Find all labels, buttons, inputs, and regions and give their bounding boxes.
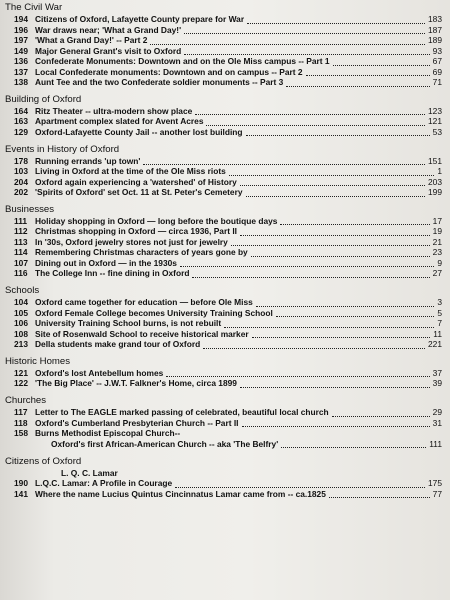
chapter-number: 103: [14, 166, 28, 177]
dot-leader: [180, 266, 434, 267]
page-number: 31: [432, 417, 442, 428]
toc-entry: [5, 368, 442, 379]
toc-entry: [5, 226, 442, 237]
chapter-number: 190: [14, 478, 28, 489]
page-number: 5: [437, 307, 442, 318]
dot-leader: [150, 44, 425, 45]
chapter-title: Letter to The EAGLE marked passing of celebrated, beautiful local church: [35, 407, 329, 418]
chapter-number: 112: [14, 226, 28, 237]
chapter-number: 117: [14, 407, 28, 418]
chapter-title: Holiday shopping in Oxford — long before the boutique days: [35, 215, 278, 226]
chapter-title: University Training School burns, is not rebuilt: [35, 318, 222, 329]
chapter-number: 129: [14, 126, 28, 137]
chapter-title: Running errands 'up town': [35, 155, 141, 166]
dot-leader: [229, 175, 434, 176]
page-number: 69: [432, 66, 442, 77]
chapter-number: 104: [14, 297, 28, 308]
chapter-title: War draws near; 'What a Grand Day!': [35, 24, 182, 35]
chapter-number: 122: [14, 378, 28, 389]
page-number: 151: [428, 155, 442, 166]
section-heading: Events in History of Oxford: [5, 143, 120, 155]
chapter-number: 194: [14, 14, 28, 24]
chapter-title: In '30s, Oxford jewelry stores not just for jewelry: [35, 236, 228, 247]
chapter-number: 108: [14, 328, 28, 339]
chapter-number: 114: [14, 247, 28, 258]
page-number: 1: [437, 166, 442, 177]
page-number: 67: [432, 56, 442, 66]
dot-leader: [252, 337, 430, 338]
dot-leader: [240, 387, 430, 388]
toc-entry: [5, 297, 442, 308]
page-number: 9: [437, 257, 442, 268]
dot-leader: [247, 23, 425, 24]
chapter-number: 111: [14, 215, 28, 226]
section-heading: Building of Oxford: [5, 93, 82, 105]
dot-leader: [143, 164, 425, 165]
chapter-title: 'Spirits of Oxford' set Oct. 11 at St. Peter's Cemetery: [35, 187, 243, 198]
toc-entry: [5, 329, 442, 340]
section-heading: Historic Homes: [5, 355, 71, 367]
page-number: 3: [437, 297, 442, 308]
toc-entry: [5, 428, 442, 439]
toc-entry: [5, 318, 442, 329]
chapter-title: Remembering Christmas characters of years gone by: [35, 247, 248, 258]
page-number: 111: [429, 438, 442, 449]
section-heading: Schools: [5, 285, 40, 297]
page-number: 39: [432, 378, 442, 389]
chapter-number: 158: [14, 428, 28, 439]
dot-leader: [332, 416, 430, 417]
chapter-title: Burns Methodist Episcopal Church--: [35, 428, 181, 439]
toc-entry: [5, 46, 442, 57]
chapter-number: 164: [14, 105, 28, 116]
dot-leader: [251, 256, 430, 257]
toc-entry: [5, 308, 442, 319]
chapter-title: Oxford again experiencing a 'watershed' of History: [35, 176, 237, 187]
page-number: 11: [433, 328, 442, 339]
chapter-title: Apartment complex slated for Avent Acres: [35, 116, 204, 127]
toc-entry: [5, 418, 442, 429]
page-number: 221: [428, 339, 442, 350]
toc-entry: [5, 35, 442, 46]
chapter-title: Dining out in Oxford — in the 1930s: [35, 257, 177, 268]
toc-entry: [5, 439, 442, 450]
page-number: 37: [432, 367, 442, 378]
page-number: 123: [428, 105, 442, 116]
chapter-number: 202: [14, 187, 28, 198]
chapter-title: Oxford's lost Antebellum homes: [35, 367, 164, 378]
chapter-title: Major General Grant's visit to Oxford: [35, 45, 182, 56]
chapter-title: L. Q. C. Lamar: [61, 467, 118, 478]
toc-entry: [5, 25, 442, 36]
toc-entry: [5, 106, 442, 117]
chapter-title: Ritz Theater -- ultra-modern show place: [35, 105, 193, 116]
toc-section: [5, 204, 442, 279]
page-number: 7: [437, 318, 442, 329]
chapter-title: 'What a Grand Day!' -- Part 2: [35, 35, 148, 45]
chapter-title: Living in Oxford at the time of the Ole Miss riots: [35, 166, 226, 177]
toc-entry: [5, 237, 442, 248]
toc-entry: [5, 127, 442, 138]
dot-leader: [203, 348, 425, 349]
toc-section: [5, 395, 442, 449]
dot-leader: [192, 277, 430, 278]
chapter-title: 'The Big Place' -- J.W.T. Falkner's Home, circa 1899: [35, 378, 237, 389]
chapter-number: 118: [14, 417, 28, 428]
section-heading: Citizens of Oxford: [5, 455, 82, 467]
toc-entry: [5, 156, 442, 167]
toc-section: [5, 285, 442, 350]
page-number: 199: [428, 187, 442, 198]
section-heading: Churches: [5, 395, 47, 407]
dot-leader: [246, 135, 430, 136]
toc-entry: [5, 268, 442, 279]
section-heading: Businesses: [5, 203, 55, 215]
chapter-title: Oxford came together for education — before Ole Miss: [35, 297, 253, 308]
chapter-title: Local Confederate monuments: Downtown and on campus -- Part 2: [35, 66, 303, 77]
toc-entry: [5, 14, 442, 25]
page-number: 53: [432, 126, 442, 137]
dot-leader: [256, 306, 434, 307]
chapter-number: 163: [14, 116, 28, 127]
chapter-number: 137: [14, 66, 28, 77]
chapter-title: Della students make grand tour of Oxford: [35, 339, 201, 350]
toc-section: [5, 144, 442, 198]
dot-leader: [333, 65, 430, 66]
chapter-number: 178: [14, 155, 28, 166]
toc-entry: [5, 407, 442, 418]
chapter-title: Confederate Monuments: Downtown and on the Ole Miss campus -- Part 1: [35, 56, 330, 66]
chapter-number: 106: [14, 318, 28, 329]
chapter-number: 141: [14, 488, 28, 499]
toc-section: [5, 456, 442, 500]
page-number: 183: [428, 14, 442, 24]
toc-section: [5, 94, 442, 138]
dot-leader: [231, 245, 430, 246]
toc-entry: [5, 478, 442, 489]
page-number: 27: [432, 268, 442, 279]
chapter-title: L.Q.C. Lamar: A Profile in Courage: [35, 478, 173, 489]
dot-leader: [195, 114, 425, 115]
chapter-title: Oxford-Lafayette County Jail -- another lost building: [35, 126, 243, 137]
chapter-title: The College Inn -- fine dining in Oxford: [35, 268, 190, 279]
dot-leader: [280, 224, 430, 225]
page-number: 121: [428, 116, 442, 127]
toc-entry: [5, 339, 442, 350]
dot-leader: [329, 497, 430, 498]
chapter-title: Oxford's Cumberland Presbyterian Church -- Part II: [35, 417, 239, 428]
toc-entry: [5, 489, 442, 500]
page-number: 189: [428, 35, 442, 45]
toc-entry: [5, 166, 442, 177]
dot-leader: [166, 376, 430, 377]
dot-leader: [206, 125, 425, 126]
toc-entry: [5, 468, 442, 479]
dot-leader: [276, 316, 434, 317]
dot-leader: [240, 185, 425, 186]
dot-leader: [184, 54, 430, 55]
chapter-number: 197: [14, 35, 28, 45]
chapter-number: 107: [14, 257, 28, 268]
toc-entry: [5, 378, 442, 389]
toc-entry: [5, 67, 442, 78]
chapter-number: 213: [14, 339, 28, 350]
page-number: 175: [428, 478, 442, 489]
toc-entry: [5, 56, 442, 67]
chapter-title: Citizens of Oxford, Lafayette County prepare for War: [35, 14, 245, 24]
page-number: 29: [432, 407, 442, 418]
page-number: 17: [432, 215, 442, 226]
chapter-title: Oxford's first African-American Church -- aka 'The Belfry': [51, 438, 279, 449]
chapter-title: Where the name Lucius Quintus Cincinnatus Lamar came from -- ca.1825: [35, 488, 326, 499]
chapter-number: 136: [14, 56, 28, 66]
page-number: 203: [428, 176, 442, 187]
dot-leader: [184, 33, 425, 34]
chapter-number: 196: [14, 24, 28, 35]
chapter-number: 116: [14, 268, 28, 279]
page-number: 77: [432, 488, 442, 499]
dot-leader: [242, 426, 430, 427]
toc-entry: [5, 247, 442, 258]
page-number: 21: [432, 236, 442, 247]
chapter-number: 113: [14, 236, 28, 247]
chapter-title: Christmas shopping in Oxford — circa 1936, Part II: [35, 226, 237, 237]
chapter-number: 149: [14, 45, 28, 56]
dot-leader: [224, 327, 434, 328]
toc-entry: [5, 177, 442, 188]
page-number: 19: [432, 226, 442, 237]
chapter-title: Oxford Female College becomes University Training School: [35, 307, 273, 318]
chapter-number: 204: [14, 176, 28, 187]
page-number: 187: [428, 24, 442, 35]
dot-leader: [286, 86, 430, 87]
toc-entry: [5, 116, 442, 127]
toc-entry: [5, 216, 442, 227]
chapter-number: 138: [14, 77, 28, 87]
page-number: 93: [432, 45, 442, 56]
page-number: 71: [432, 77, 442, 87]
toc-entry: [5, 77, 442, 88]
chapter-number: 105: [14, 307, 28, 318]
chapter-number: 121: [14, 367, 28, 378]
toc-section: [5, 356, 442, 389]
chapter-title: Site of Rosenwald School to receive historical marker: [35, 328, 249, 339]
dot-leader: [246, 196, 425, 197]
toc-entry: [5, 258, 442, 269]
dot-leader: [240, 235, 430, 236]
dot-leader: [175, 487, 425, 488]
section-heading: The Civil War: [5, 2, 63, 13]
toc-section: [5, 2, 442, 88]
table-of-contents: [5, 2, 442, 499]
chapter-title: Aunt Tee and the two Confederate soldier monuments -- Part 3: [35, 77, 284, 87]
dot-leader: [306, 75, 430, 76]
page-number: 23: [432, 247, 442, 258]
toc-entry: [5, 187, 442, 198]
dot-leader: [281, 447, 426, 448]
